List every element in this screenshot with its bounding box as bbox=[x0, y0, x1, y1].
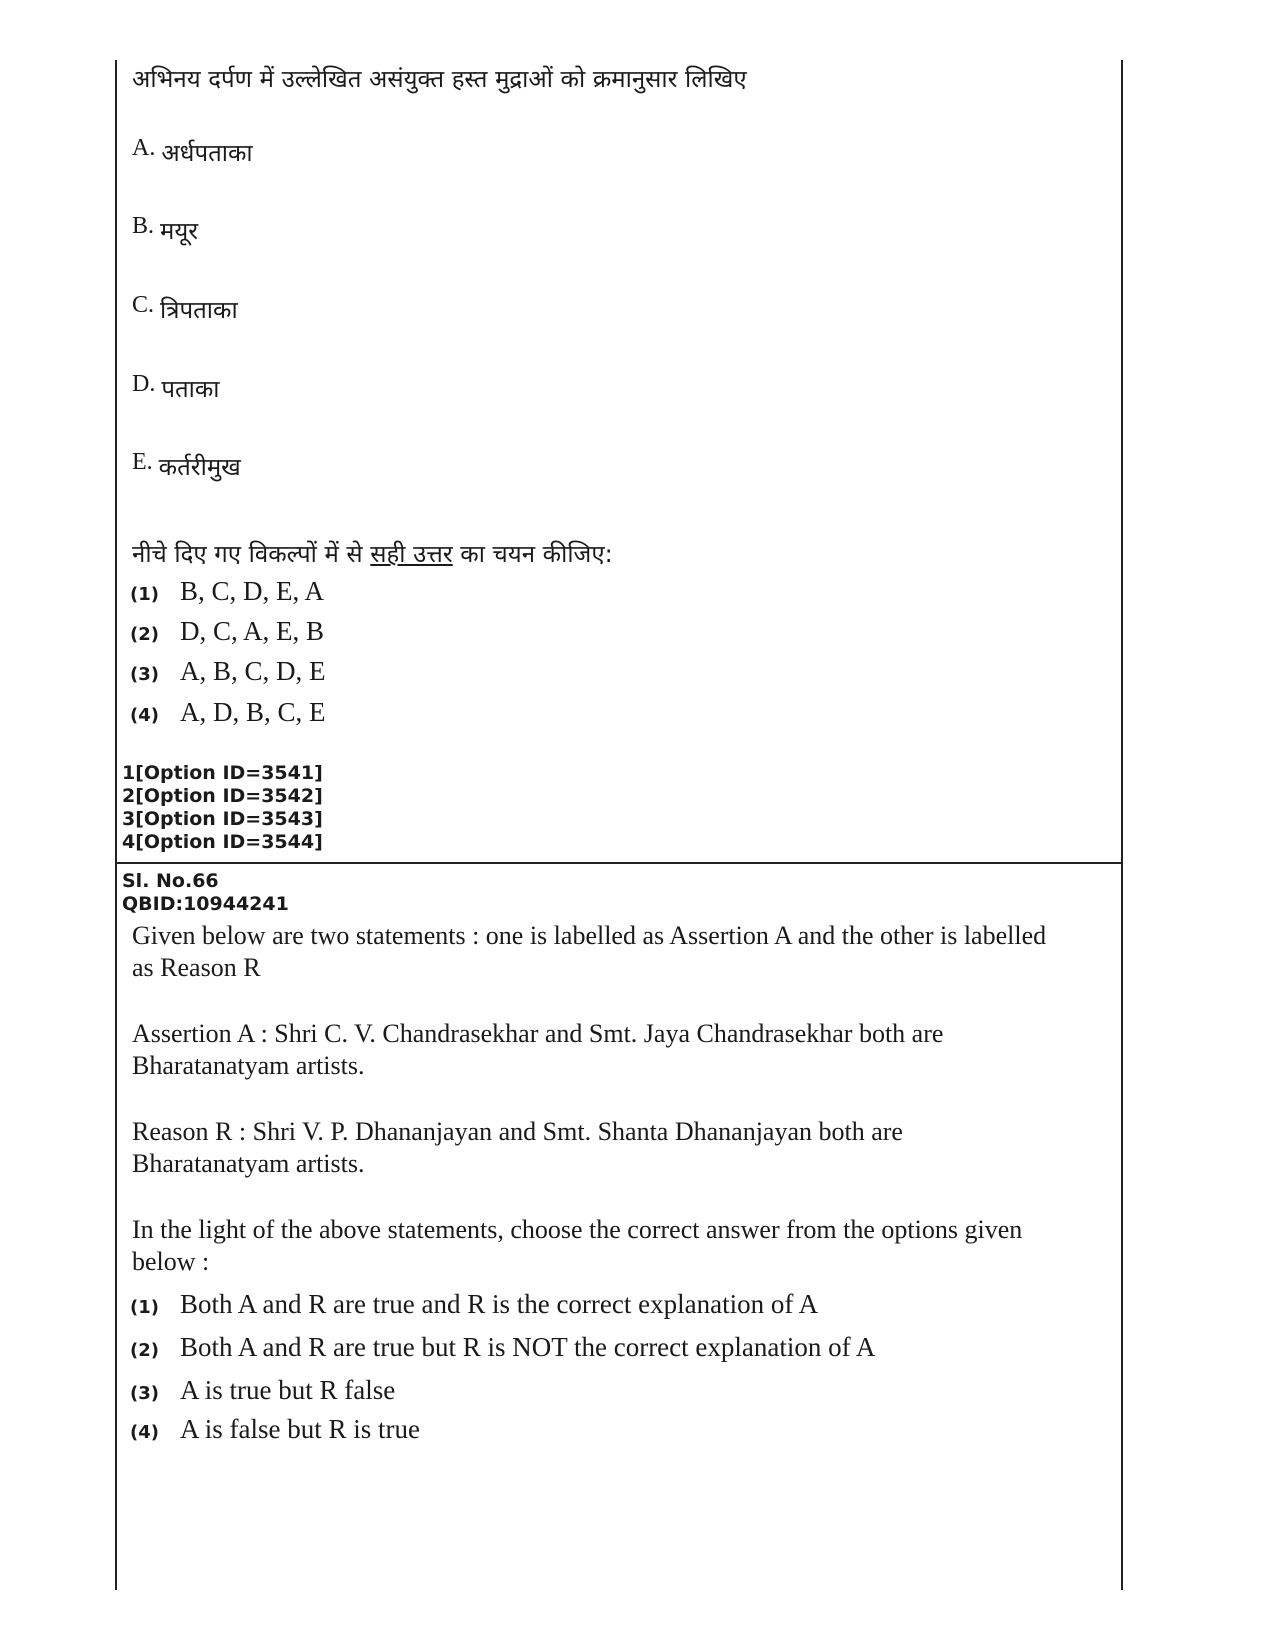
q65-option-4-num: (4) bbox=[130, 705, 159, 726]
q65-prompt: अभिनय दर्पण में उल्लेखित असंयुक्त हस्त मुद्राओं को क्रमानुसार लिखिए bbox=[132, 65, 747, 93]
q66-option-3 bbox=[130, 1375, 395, 1406]
q66-option-4 bbox=[130, 1414, 420, 1445]
q66-header bbox=[122, 870, 289, 916]
q66-option-1-num: (1) bbox=[130, 1297, 159, 1318]
q66-option-1-text: Both A and R are true and R is the correct explanation of A bbox=[180, 1289, 819, 1319]
q66-reason: Reason R : Shri V. P. Dhananjayan and Smt. Shanta Dhananjayan both are Bharatanatyam artists. bbox=[132, 1117, 903, 1178]
q66-qbid: QBID:10944241 bbox=[122, 893, 289, 915]
q65-option-2 bbox=[130, 616, 324, 647]
q65-option-1 bbox=[130, 576, 324, 607]
q65-instruction-after: का चयन कीजिए: bbox=[452, 540, 613, 568]
q66-option-2-text: Both A and R are true but R is NOT the correct explanation of A bbox=[180, 1332, 876, 1362]
q65-item-a-letter: A. bbox=[132, 135, 156, 161]
q66-instruction: In the light of the above statements, choose the correct answer from the options given below : bbox=[132, 1215, 1023, 1276]
q65-option-3-num: (3) bbox=[130, 664, 159, 685]
q65-item-d-text: पताका bbox=[161, 375, 220, 403]
q66-sl-no: Sl. No.66 bbox=[122, 870, 219, 892]
q66-intro: Given below are two statements : one is labelled as Assertion A and the other is labelled as Reason R bbox=[132, 921, 1047, 982]
q65-option-3 bbox=[130, 656, 326, 687]
q66-option-1 bbox=[130, 1289, 818, 1320]
q65-option-id-1: 1[Option ID=3541] bbox=[122, 762, 323, 784]
q65-option-1-text: B, C, D, E, A bbox=[180, 576, 325, 606]
q65-option-3-text: A, B, C, D, E bbox=[180, 656, 326, 686]
q65-instruction-underlined: सही उत्तर bbox=[370, 540, 453, 568]
q65-option-2-text: D, C, A, E, B bbox=[180, 616, 325, 646]
q65-option-id-3: 3[Option ID=3543] bbox=[122, 808, 323, 830]
q65-item-c bbox=[132, 292, 238, 326]
q66-option-2 bbox=[130, 1332, 875, 1363]
q65-item-b-text: मयूर bbox=[160, 217, 199, 245]
q66-option-2-num: (2) bbox=[130, 1340, 159, 1361]
q65-item-e bbox=[132, 449, 241, 483]
q65-option-1-num: (1) bbox=[130, 584, 159, 605]
q65-item-e-text: कर्तरीमुख bbox=[158, 453, 241, 481]
q65-option-id-2: 2[Option ID=3542] bbox=[122, 785, 323, 807]
q65-instruction bbox=[132, 537, 613, 570]
q65-item-a-text: अर्धपताका bbox=[161, 139, 253, 167]
q65-item-c-letter: C. bbox=[132, 292, 155, 318]
q65-item-e-letter: E. bbox=[132, 449, 153, 475]
q66-option-3-text: A is true but R false bbox=[180, 1375, 396, 1405]
q65-item-b bbox=[132, 213, 198, 247]
q65-item-a bbox=[132, 135, 253, 169]
q66-assertion: Assertion A : Shri C. V. Chandrasekhar and Smt. Jaya Chandrasekhar both are Bharatanatyam artists. bbox=[132, 1019, 944, 1080]
q65-option-2-num: (2) bbox=[130, 624, 159, 645]
q65-instruction-before: नीचे दिए गए विकल्पों में से bbox=[132, 540, 371, 568]
q65-item-c-text: त्रिपताका bbox=[160, 296, 238, 324]
q65-item-d-letter: D. bbox=[132, 371, 156, 397]
question-divider bbox=[115, 862, 1123, 864]
q66-option-4-num: (4) bbox=[130, 1422, 159, 1443]
q65-option-id-4: 4[Option ID=3544] bbox=[122, 831, 323, 853]
q65-option-4 bbox=[130, 697, 326, 728]
q65-option-4-text: A, D, B, C, E bbox=[180, 697, 326, 727]
q65-option-ids bbox=[122, 762, 323, 854]
q66-option-3-num: (3) bbox=[130, 1383, 159, 1404]
q65-item-b-letter: B. bbox=[132, 213, 155, 239]
q66-option-4-text: A is false but R is true bbox=[180, 1414, 420, 1444]
q65-item-d bbox=[132, 371, 220, 405]
